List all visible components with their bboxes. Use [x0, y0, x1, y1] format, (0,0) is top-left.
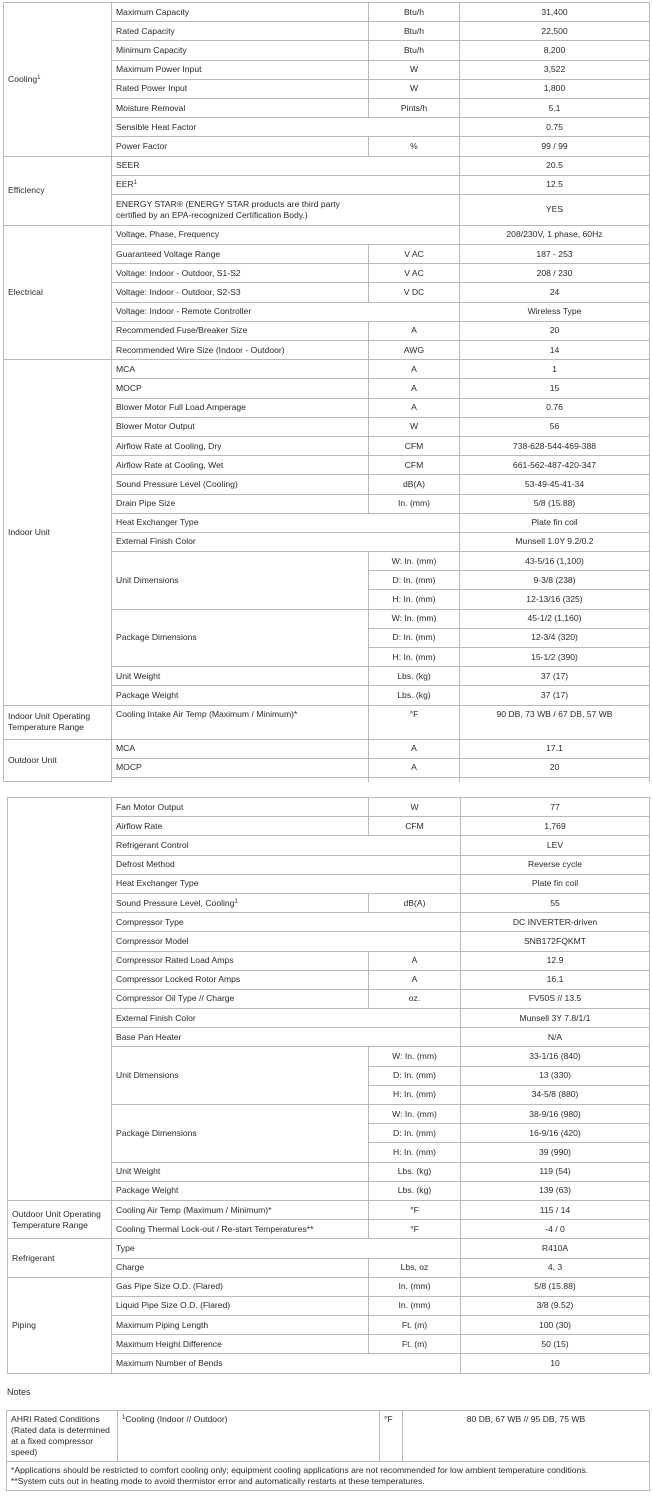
row-unit: Ft. (m) [369, 1316, 461, 1335]
group-outdoor-unit: Outdoor Unit [4, 739, 112, 782]
group-cooling [4, 3, 112, 157]
table-row [8, 798, 650, 817]
row-label: Minimum Capacity [112, 41, 369, 60]
row-value: 16-9/16 (420) [461, 1124, 650, 1143]
row-value: 37 (17) [460, 686, 650, 705]
row-unit: Lbs, oz [369, 1258, 461, 1277]
spec-table-2 [7, 797, 650, 1374]
row-unit: A [369, 321, 460, 340]
row-value: FV50S // 13.5 [461, 989, 650, 1008]
group-indoor-unit: Indoor Unit [4, 360, 112, 705]
row-unit: °F [369, 705, 460, 739]
row-unit: W: In. (mm) [369, 1047, 461, 1066]
row-label: Type [112, 1239, 461, 1258]
group-piping: Piping [8, 1277, 112, 1373]
row-unit: dB(A) [369, 475, 460, 494]
row-unit: A [369, 951, 461, 970]
ahri-condition [118, 1411, 380, 1462]
notes-title: Notes [7, 1387, 31, 1397]
row-label: Moisture Removal [112, 98, 369, 117]
row-unit: Ft. (m) [369, 1335, 461, 1354]
ahri-condition-text: Cooling (Indoor // Outdoor) [125, 1414, 228, 1424]
row-label: Refrigerant Control [112, 836, 461, 855]
row-unit: A [369, 970, 461, 989]
row-label: MOCP [112, 379, 369, 398]
row-unit: In. (mm) [369, 494, 460, 513]
row-value: 0.75 [460, 118, 650, 137]
row-unit: W [369, 798, 461, 817]
note-cutout: **System cuts out in heating mode to avoid thermistor error and automatically restarts at these temperatures. [11, 1476, 425, 1486]
row-value: 55 [461, 893, 650, 912]
row-unit: W [369, 60, 460, 79]
row-value: Reverse cycle [461, 855, 650, 874]
row-label: Unit Dimensions [112, 552, 369, 610]
table-row [4, 3, 650, 22]
row-unit: D: In. (mm) [369, 1124, 461, 1143]
row-value: 39 (990) [461, 1143, 650, 1162]
row-unit: Lbs. (kg) [369, 686, 460, 705]
row-label: Compressor Oil Type // Charge [112, 989, 369, 1008]
row-label: Maximum Power Input [112, 60, 369, 79]
row-label: Cooling Intake Air Temp (Maximum / Minimum)* [112, 705, 369, 739]
row-value: 119 (54) [461, 1162, 650, 1181]
ahri-label: AHRI Rated Conditions (Rated data is determined at a fixed compressor speed) [7, 1411, 118, 1462]
row-label: External Finish Color [112, 532, 460, 551]
row-unit: V DC [369, 283, 460, 302]
row-label: Airflow Rate [112, 817, 369, 836]
row-unit: W [369, 79, 460, 98]
row-value: 90 DB, 73 WB / 67 DB, 57 WB [460, 705, 650, 739]
row-label: Liquid Pipe Size O.D. (Flared) [112, 1296, 369, 1315]
row-unit: A [369, 360, 460, 379]
notes-table [6, 1410, 650, 1491]
table-row [4, 156, 650, 175]
cut-cell [460, 777, 650, 782]
row-value: 20 [460, 321, 650, 340]
row-label: Voltage: Indoor - Outdoor, S2-S3 [112, 283, 369, 302]
row-label: Airflow Rate at Cooling, Dry [112, 436, 369, 455]
row-value: Munsell 3Y 7.8/1/1 [461, 1009, 650, 1028]
row-unit: Btu/h [369, 22, 460, 41]
row-value: 100 (30) [461, 1316, 650, 1335]
table-row [8, 1277, 650, 1296]
row-value: 17.1 [460, 739, 650, 758]
row-unit: Lbs. (kg) [369, 1181, 461, 1200]
row-label [112, 893, 369, 912]
row-label: Compressor Locked Rotor Amps [112, 970, 369, 989]
row-unit: W: In. (mm) [369, 1105, 461, 1124]
row-label: Package Weight [112, 686, 369, 705]
row-unit: A [369, 739, 460, 758]
row-label: Rated Power Input [112, 79, 369, 98]
row-value: 45-1/2 (1,160) [460, 609, 650, 628]
row-label: Blower Motor Full Load Amperage [112, 398, 369, 417]
group-electrical: Electrical [4, 225, 112, 359]
row-value: 12-3/4 (320) [460, 628, 650, 647]
row-unit: W: In. (mm) [369, 552, 460, 571]
table-row [8, 1239, 650, 1258]
row-unit: D: In. (mm) [369, 1066, 461, 1085]
row-label: Drain Pipe Size [112, 494, 369, 513]
row-label: Sensible Heat Factor [112, 118, 460, 137]
row-value: 5.1 [460, 98, 650, 117]
table-row [4, 360, 650, 379]
row-label: Maximum Capacity [112, 3, 369, 22]
row-label: Package Dimensions [112, 609, 369, 667]
row-unit: W [369, 417, 460, 436]
row-value: 34-5/8 (880) [461, 1085, 650, 1104]
footnote-marker: 1 [122, 1415, 126, 1421]
row-label: Heat Exchanger Type [112, 513, 460, 532]
row-label-text: Sound Pressure Level, Cooling [116, 897, 235, 908]
row-unit: CFM [369, 456, 460, 475]
row-value: 53-49-45-41-34 [460, 475, 650, 494]
row-value: 56 [460, 417, 650, 436]
row-value: 99 / 99 [460, 137, 650, 156]
row-value: 187 - 253 [460, 245, 650, 264]
footnote-marker: 1 [37, 74, 41, 81]
group-indoor-operating: Indoor Unit Operating Temperature Range [4, 705, 112, 739]
row-label [112, 175, 460, 194]
row-label: Recommended Wire Size (Indoor - Outdoor) [112, 341, 369, 360]
row-unit: D: In. (mm) [369, 571, 460, 590]
cut-cell [369, 777, 460, 782]
row-label: Power Factor [112, 137, 369, 156]
row-label-text: EER [116, 179, 134, 190]
row-value: 1,769 [461, 817, 650, 836]
row-unit: Btu/h [369, 41, 460, 60]
row-label: Voltage: Indoor - Remote Controller [112, 302, 460, 321]
row-value: 661-562-487-420-347 [460, 456, 650, 475]
row-unit: CFM [369, 436, 460, 455]
row-value: 15 [460, 379, 650, 398]
row-label: Voltage, Phase, Frequency [112, 225, 460, 244]
row-label: SEER [112, 156, 460, 175]
row-value: 12.9 [461, 951, 650, 970]
row-label: Maximum Height Difference [112, 1335, 369, 1354]
row-unit: oz. [369, 989, 461, 1008]
row-label: ENERGY STAR® (ENERGY STAR products are third party certified by an EPA-recognized Certification Body.) [112, 194, 460, 225]
row-value: 13 (330) [461, 1066, 650, 1085]
group-refrigerant: Refrigerant [8, 1239, 112, 1277]
row-value: 50 (15) [461, 1335, 650, 1354]
row-label: Compressor Rated Load Amps [112, 951, 369, 970]
row-unit: °F [369, 1220, 461, 1239]
row-label: Package Dimensions [112, 1105, 369, 1163]
row-value: 1,800 [460, 79, 650, 98]
row-value: -4 / 0 [461, 1220, 650, 1239]
table-row [4, 739, 650, 758]
row-value: Wireless Type [460, 302, 650, 321]
row-unit: In. (mm) [369, 1277, 461, 1296]
row-value: 115 / 14 [461, 1200, 650, 1219]
row-label: Recommended Fuse/Breaker Size [112, 321, 369, 340]
row-unit: Btu/h [369, 3, 460, 22]
row-label: Defrost Method [112, 855, 461, 874]
ahri-value: 80 DB, 67 WB // 95 DB, 75 WB [403, 1411, 650, 1462]
row-unit: H: In. (mm) [369, 1143, 461, 1162]
row-label: Fan Motor Output [112, 798, 369, 817]
row-value: 14 [460, 341, 650, 360]
row-unit: V AC [369, 245, 460, 264]
row-value: Plate fin coil [461, 874, 650, 893]
row-value: 31,400 [460, 3, 650, 22]
row-label: Compressor Type [112, 913, 461, 932]
footnote-marker: 1 [234, 898, 238, 905]
row-label: Base Pan Heater [112, 1028, 461, 1047]
note-applications: *Applications should be restricted to comfort cooling only; equipment cooling applications are not recommended for low ambient temperature conditions. [11, 1465, 589, 1475]
row-unit: V AC [369, 264, 460, 283]
row-value: DC INVERTER-driven [461, 913, 650, 932]
group-label: Cooling [8, 73, 38, 84]
table-row [4, 705, 650, 739]
row-value: 8,200 [460, 41, 650, 60]
notes-footnotes [7, 1462, 650, 1491]
row-value: 0.76 [460, 398, 650, 417]
row-unit: CFM [369, 817, 461, 836]
row-value: 5/8 (15.88) [460, 494, 650, 513]
row-label: Compressor Model [112, 932, 461, 951]
table-row [7, 1411, 650, 1462]
row-value: 20 [460, 758, 650, 777]
row-value: YES [460, 194, 650, 225]
row-value: 208/230V, 1 phase, 60Hz [460, 225, 650, 244]
row-value: 4, 3 [461, 1258, 650, 1277]
row-label: Maximum Piping Length [112, 1316, 369, 1335]
row-label: Unit Dimensions [112, 1047, 369, 1105]
row-value: 3/8 (9.52) [461, 1296, 650, 1315]
row-label: Cooling Air Temp (Maximum / Minimum)* [112, 1200, 369, 1219]
row-label: Heat Exchanger Type [112, 874, 461, 893]
row-label: Voltage: Indoor - Outdoor, S1-S2 [112, 264, 369, 283]
row-unit: H: In. (mm) [369, 648, 460, 667]
row-unit: Lbs. (kg) [369, 667, 460, 686]
row-label: Rated Capacity [112, 22, 369, 41]
table-row [7, 1462, 650, 1491]
row-unit: A [369, 398, 460, 417]
footnote-marker: 1 [133, 180, 138, 187]
row-value: Plate fin coil [460, 513, 650, 532]
row-unit: D: In. (mm) [369, 628, 460, 647]
row-unit: dB(A) [369, 893, 461, 912]
row-unit: In. (mm) [369, 1296, 461, 1315]
row-value: 24 [460, 283, 650, 302]
row-unit: H: In. (mm) [369, 590, 460, 609]
row-value: 16.1 [461, 970, 650, 989]
spec-table-1 [3, 2, 650, 782]
row-value: R410A [461, 1239, 650, 1258]
row-value: 5/8 (15.88) [461, 1277, 650, 1296]
row-unit: A [369, 758, 460, 777]
row-unit: Lbs. (kg) [369, 1162, 461, 1181]
row-value: 43-5/16 (1,100) [460, 552, 650, 571]
cut-cell [112, 777, 369, 782]
row-value: 33-1/16 (840) [461, 1047, 650, 1066]
row-label: Charge [112, 1258, 369, 1277]
row-value: LEV [461, 836, 650, 855]
row-label: MCA [112, 360, 369, 379]
row-label: Gas Pipe Size O.D. (Flared) [112, 1277, 369, 1296]
row-unit: °F [369, 1200, 461, 1219]
row-label: Cooling Thermal Lock-out / Re-start Temperatures** [112, 1220, 369, 1239]
row-unit: H: In. (mm) [369, 1085, 461, 1104]
row-label: MCA [112, 739, 369, 758]
group-outdoor-operating: Outdoor Unit Operating Temperature Range [8, 1200, 112, 1238]
table-row [4, 225, 650, 244]
row-value: 12-13/16 (325) [460, 590, 650, 609]
row-label: MOCP [112, 758, 369, 777]
row-unit: Pints/h [369, 98, 460, 117]
row-label: Airflow Rate at Cooling, Wet [112, 456, 369, 475]
row-label: External Finish Color [112, 1009, 461, 1028]
row-value: 38-9/16 (980) [461, 1105, 650, 1124]
row-label: Sound Pressure Level (Cooling) [112, 475, 369, 494]
row-value: 3,522 [460, 60, 650, 79]
row-value: 12.5 [460, 175, 650, 194]
row-unit: A [369, 379, 460, 398]
row-value: 37 (17) [460, 667, 650, 686]
row-value: 738-628-544-469-388 [460, 436, 650, 455]
row-value: 9-3/8 (238) [460, 571, 650, 590]
row-value: 139 (63) [461, 1181, 650, 1200]
row-value: 15-1/2 (390) [460, 648, 650, 667]
row-label: Package Weight [112, 1181, 369, 1200]
row-value: 1 [460, 360, 650, 379]
row-unit: W: In. (mm) [369, 609, 460, 628]
row-value: N/A [461, 1028, 650, 1047]
group-efficiency: Efficiency [4, 156, 112, 225]
group-outdoor-continued [8, 798, 112, 1201]
row-value: 208 / 230 [460, 264, 650, 283]
row-unit: AWG [369, 341, 460, 360]
row-label: Unit Weight [112, 667, 369, 686]
row-label: Guaranteed Voltage Range [112, 245, 369, 264]
row-label: Blower Motor Output [112, 417, 369, 436]
table-row [8, 1200, 650, 1219]
row-value: 77 [461, 798, 650, 817]
ahri-unit: °F [380, 1411, 403, 1462]
row-value: 20.5 [460, 156, 650, 175]
row-value: 22,500 [460, 22, 650, 41]
row-label: Maximum Number of Bends [112, 1354, 461, 1373]
row-value: SNB172FQKMT [461, 932, 650, 951]
row-value: Munsell 1.0Y 9.2/0.2 [460, 532, 650, 551]
row-unit: % [369, 137, 460, 156]
row-label: Unit Weight [112, 1162, 369, 1181]
row-value: 10 [461, 1354, 650, 1373]
